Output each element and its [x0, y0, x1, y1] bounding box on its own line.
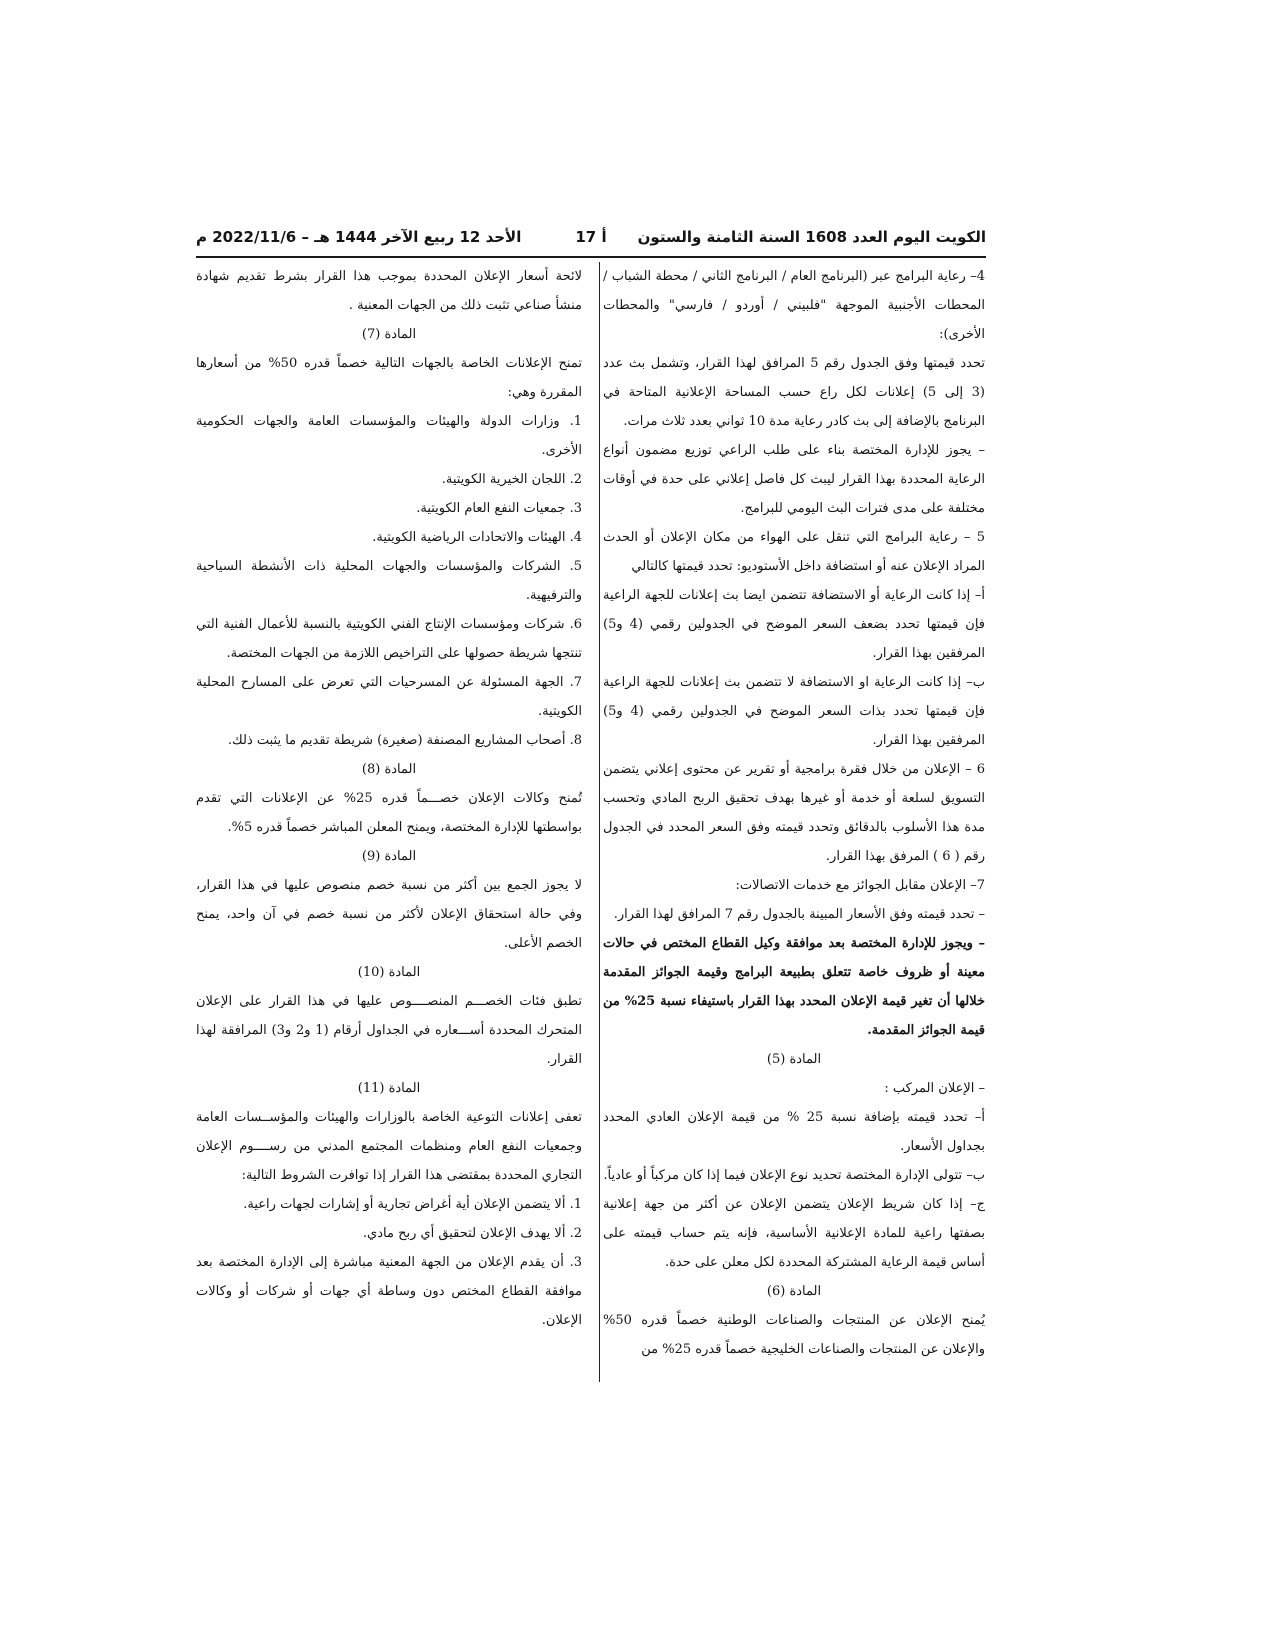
paragraph: ب– إذا كانت الرعاية او الاستضافة لا تتضمن بث إعلانات للجهة الراعية فإن قيمتها تحدد بذات السعر الموضح في الجدولين رقمي (4 و5) المرفقين بهذا القرار.: [603, 675, 985, 748]
paragraph: – تحدد قيمته وفق الأسعار المبينة بالجدول رقم 7 المرافق لهذا القرار.: [613, 907, 985, 922]
article-heading: المادة (9): [361, 849, 417, 864]
column-divider: [599, 262, 600, 1382]
paragraph: لا يجوز الجمع بين أكثر من نسبة خصم منصوص عليها في هذا القرار، وفي حالة استحقاق الإعلان لأكثر من نسبة خصم في آن واحد، يمنح الخصم الأعلى.: [196, 878, 582, 951]
list-item: 1. ألا يتضمن الإعلان أية أغراض تجارية أو إشارات لجهات راعية.: [243, 1197, 582, 1212]
list-item: 6. شركات ومؤسسات الإنتاج الفني الكويتية بالنسبة للأعمال الفنية التي تنتجها شريطة حصولها على التراخيص اللازمة من الجهات المختصة.: [196, 617, 582, 661]
article-heading: المادة (6): [766, 1284, 822, 1299]
article-heading: المادة (7): [361, 327, 417, 342]
publication-info: الكويت اليوم العدد 1608 السنة الثامنة والستون: [637, 228, 986, 246]
paragraph: لائحة أسعار الإعلان المحددة بموجب هذا القرار بشرط تقديم شهادة منشأ صناعي تثبت ذلك من الجهات المعنية .: [196, 269, 582, 313]
paragraph: – ويجوز للإدارة المختصة بعد موافقة وكيل القطاع المختص في حالات معينة أو ظروف خاصة تتعلق بطبيعة البرامج وقيمة الجوائز المقدمة خلالها أن تغير قيمة الإعلان المحدد بهذا القرار باستيفاء نسبة 25% من قيمة الجوائز المقدمة.: [603, 936, 985, 1038]
list-item: 8. أصحاب المشاريع المصنفة (صغيرة) شريطة تقديم ما يثبت ذلك.: [227, 733, 582, 748]
paragraph: 6 – الإعلان من خلال فقرة برامجية أو تقرير عن محتوى إعلاني يتضمن التسويق لسلعة أو خدمة أو غيرها بهدف تحقيق الربح المادي وتحسب مدة هذا الأسلوب بالدقائق وتحدد قيمته وفق السعر المحدد في الجدول رقم ( 6 ) المرفق بهذا القرار.: [603, 762, 985, 864]
paragraph: تحدد قيمتها وفق الجدول رقم 5 المرافق لهذا القرار، وتشمل بث عدد (3 إلى 5) إعلانات لكل راع حسب المساحة الإعلانية المتاحة في البرنامج بالإضافة إلى بث كادر رعاية مدة 10 ثواني بعدد ثلاث مرات.: [603, 356, 985, 429]
page-header: [196, 224, 986, 254]
paragraph: 4– رعاية البرامج عبر (البرنامج العام / البرنامج الثاني / محطة الشباب / المحطات الأجنبية الموجهة "فلبيني / أوردو / فارسي" والمحطات الأخرى):: [603, 269, 985, 342]
list-item: 7. الجهة المسئولة عن المسرحيات التي تعرض على المسارح المحلية الكويتية.: [196, 675, 582, 719]
list-item: 5. الشركات والمؤسسات والجهات المحلية ذات الأنشطة السياحية والترفيهية.: [196, 559, 582, 603]
paragraph: تُمنح وكالات الإعلان خصـــماً قدره 25% عن الإعلانات التي تقدم بواسطتها للإدارة المختصة، ويمنح المعلن المباشر خصماً قدره 5%.: [196, 791, 582, 835]
paragraph: أ– إذا كانت الرعاية أو الاستضافة تتضمن ايضا بث إعلانات للجهة الراعية فإن قيمتها تحدد بضعف السعر الموضح في الجدولين رقمي (4 و5) المرفقين بهذا القرار.: [603, 588, 985, 661]
paragraph: أ– تحدد قيمته بإضافة نسبة 25 % من قيمة الإعلان العادي المحدد بجداول الأسعار.: [603, 1110, 985, 1154]
article-heading: المادة (8): [361, 762, 417, 777]
paragraph: تمنح الإعلانات الخاصة بالجهات التالية خصماً قدره 50% من أسعارها المقررة وهي:: [196, 356, 582, 400]
paragraph: ج– إذا كان شريط الإعلان يتضمن الإعلان عن أكثر من جهة إعلانية بصفتها راعية للمادة الإعلانية الأساسية، فإنه يتم حساب قيمته على أساس قيمة الرعاية المشتركة المحددة لكل معلن على حدة.: [603, 1197, 985, 1270]
article-heading: المادة (5): [766, 1052, 822, 1067]
article-heading: المادة (11): [357, 1081, 421, 1096]
list-item: 3. جمعيات النفع العام الكويتية.: [416, 501, 582, 516]
paragraph: ب– تتولى الإدارة المختصة تحديد نوع الإعلان فيما إذا كان مركباً أو عادياً.: [603, 1168, 985, 1183]
paragraph: يُمنح الإعلان عن المنتجات والصناعات الوطنية خصماً قدره 50% والإعلان عن المنتجات والصناعات الخليجية خصماً قدره 25% من: [603, 1313, 985, 1357]
paragraph: – الإعلان المركب :: [884, 1081, 985, 1096]
right-column: [603, 262, 985, 1392]
issue-date: الأحد 12 ربيع الآخر 1444 هـ – 2022/11/6 م: [196, 228, 522, 246]
paragraph: تعفى إعلانات التوعية الخاصة بالوزارات والهيئات والمؤســسات العامة وجمعيات النفع العام ومنظمات المجتمع المدني من رســــوم الإعلان التجاري المحددة بمقتضى هذا القرار إذا توافرت الشروط التالية:: [196, 1110, 582, 1183]
list-item: 1. وزارات الدولة والهيئات والمؤسسات العامة والجهات الحكومية الأخرى.: [196, 414, 582, 458]
paragraph: 5 – رعاية البرامج التي تنقل على الهواء من مكان الإعلان أو الحدث المراد الإعلان عنه أو استضافة داخل الأستوديو: تحدد قيمتها كالتالي: [603, 530, 985, 574]
header-rule: [196, 256, 986, 258]
list-item: 3. أن يقدم الإعلان من الجهة المعنية مباشرة إلى الإدارة المختصة بعد موافقة القطاع المختص دون وساطة أي جهات أو شركات أو وكالات الإعلان.: [196, 1255, 582, 1328]
left-column: [196, 262, 582, 1392]
page-number: أ 17: [575, 228, 607, 246]
list-item: 2. ألا يهدف الإعلان لتحقيق أي ربح مادي.: [362, 1226, 582, 1241]
paragraph: – يجوز للإدارة المختصة بناء على طلب الراعي توزيع مضمون أنواع الرعاية المحددة بهذا القرار ليبث كل فاصل إعلاني على حدة في أوقات مختلفة على مدى فترات البث اليومي للبرامج.: [603, 443, 985, 516]
paragraph: تطبق فئات الخصـــم المنصــــوص عليها في هذا القرار على الإعلان المتحرك المحددة أســـعاره في الجداول أرقام (1 و2 و3) المرافقة لهذا القرار.: [196, 994, 582, 1067]
article-heading: المادة (10): [357, 965, 421, 980]
list-item: 4. الهيئات والاتحادات الرياضية الكويتية.: [372, 530, 582, 545]
paragraph: 7– الإعلان مقابل الجوائز مع خدمات الاتصالات:: [735, 878, 985, 893]
list-item: 2. اللجان الخيرية الكويتية.: [441, 472, 582, 487]
